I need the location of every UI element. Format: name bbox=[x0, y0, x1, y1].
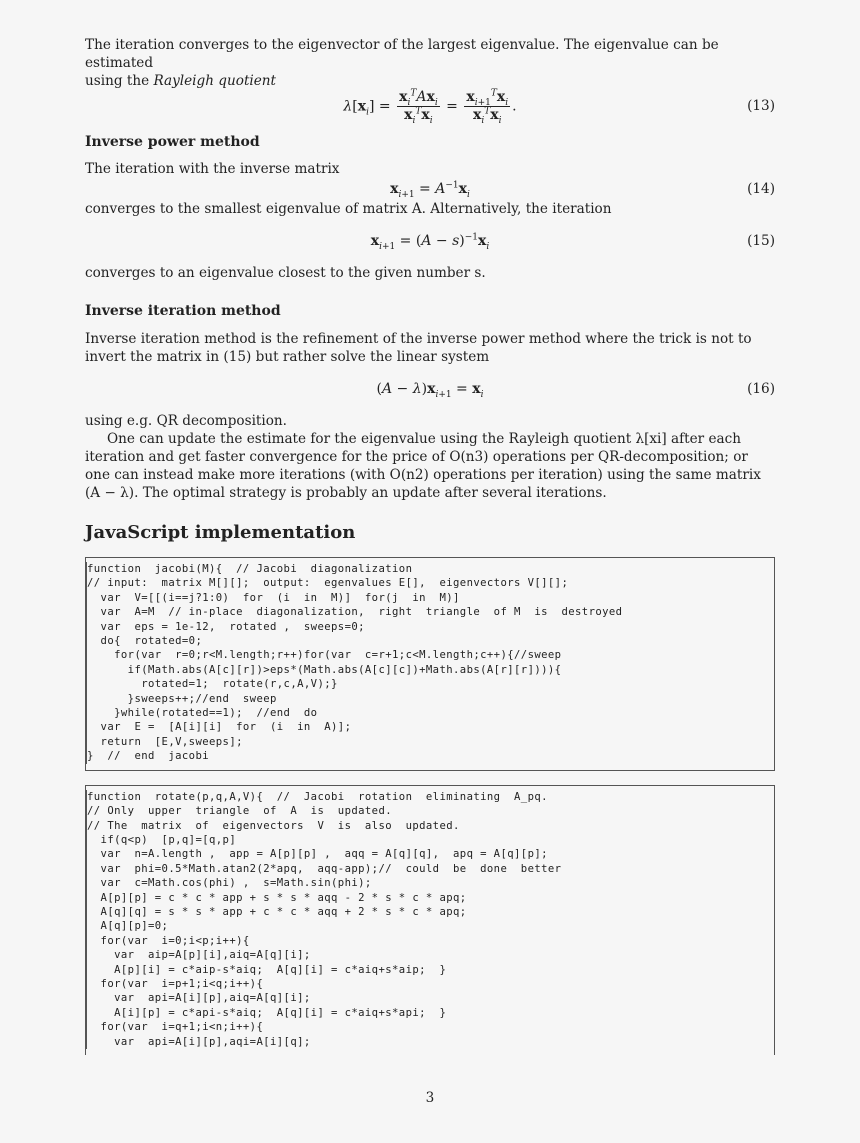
equation-13: $\lambda[x_i]$ = $\frac{x_i^TAx_i}{x_i^Tx_i}$ = $\frac{x_{i+1}^Tx_i}{x_i^Tx_i}$ . (13) bbox=[343, 87, 775, 126]
code-line: var api=A[i][p],aqi=A[i][q]; bbox=[86, 1035, 768, 1049]
code-line: return [E,V,sweeps]; bbox=[86, 735, 768, 749]
code-line: A[q][p]=0; bbox=[86, 919, 768, 933]
inverse-iteration-text-1: Inverse iteration method is the refinement of the inverse power method where the trick is not to invert the matrix in (15) but rather solve the linear system bbox=[85, 331, 752, 365]
equation-number: (13) bbox=[747, 98, 775, 114]
code-line: // The matrix of eigenvectors V is also updated. bbox=[86, 819, 768, 833]
code-line: for(var i=q+1;i<n;i++){ bbox=[86, 1020, 768, 1034]
code-line: for(var r=0;r<M.length;r++)for(var c=r+1;c<M.length;c++){//sweep bbox=[86, 648, 768, 662]
page-number: 3 bbox=[425, 1090, 435, 1106]
code-line: A[q][q] = s * s * app + c * c * aqq + 2 * s * c * apq; bbox=[86, 905, 768, 919]
code-line: var A=M // in-place diagonalization, right triangle of M is destroyed bbox=[86, 605, 768, 619]
equation-14: $x_{i+1} = A^{-1}x_i$ (14) bbox=[390, 180, 775, 200]
inverse-iteration-text-3: One can update the estimate for the eigenvalue using the Rayleigh quotient λ[xi] after each iteration and get faster convergence for the price of O(n3) operations per QR-decomposition; or one can instead make more iterations (with O(n2) operations per iteration) using the same matrix (A − λ). The optimal strategy is probably an update after several iterations. bbox=[85, 431, 761, 501]
code-line: var api=A[i][p],aiq=A[q][i]; bbox=[86, 991, 768, 1005]
code-line: function jacobi(M){ // Jacobi diagonalization bbox=[86, 562, 768, 576]
equation-16: $(A - \lambda)x_{i+1} = x_i$ (16) bbox=[376, 381, 775, 400]
intro-line-1: The iteration converges to the eigenvector of the largest eigenvalue. The eigenvalue can be estimated bbox=[85, 37, 719, 71]
js-implementation-heading: JavaScript implementation bbox=[85, 522, 356, 543]
inverse-power-text-3: converges to an eigenvalue closest to the given number s. bbox=[85, 265, 486, 281]
code-line: function rotate(p,q,A,V){ // Jacobi rotation eliminating A_pq. bbox=[86, 790, 768, 804]
code-line: var n=A.length , app = A[p][p] , aqq = A[q][q], apq = A[q][p]; bbox=[86, 847, 768, 861]
code-line: A[p][p] = c * c * app + s * s * aqq - 2 * s * c * apq; bbox=[86, 891, 768, 905]
code-line: A[i][p] = c*api-s*aiq; A[q][i] = c*aiq+s*api; } bbox=[86, 1006, 768, 1020]
code-line: do{ rotated=0; bbox=[86, 634, 768, 648]
intro-line-2-prefix: using the bbox=[85, 73, 150, 89]
equation-number: (15) bbox=[747, 233, 775, 249]
code-line: } // end jacobi bbox=[86, 749, 768, 763]
code-line: var aip=A[p][i],aiq=A[q][i]; bbox=[86, 948, 768, 962]
code-line: // input: matrix M[][]; output: egenvalues E[], eigenvectors V[][]; bbox=[86, 576, 768, 590]
equation-15: $x_{i+1} = (A - s)^{-1}x_i$ (15) bbox=[370, 232, 775, 252]
inverse-power-text-1: The iteration with the inverse matrix bbox=[85, 161, 340, 177]
code-line: A[p][i] = c*aip-s*aiq; A[q][i] = c*aiq+s*aip; } bbox=[86, 963, 768, 977]
equation-number: (14) bbox=[747, 181, 775, 197]
code-line: var V=[[(i==j?1:0) for (i in M)] for(j in M)] bbox=[86, 591, 768, 605]
code-line: var eps = 1e-12, rotated , sweeps=0; bbox=[86, 620, 768, 634]
code-line: }sweeps++;//end sweep bbox=[86, 692, 768, 706]
inverse-iteration-heading: Inverse iteration method bbox=[85, 303, 281, 319]
code-line: var c=Math.cos(phi) , s=Math.sin(phi); bbox=[86, 876, 768, 890]
code-line: rotated=1; rotate(r,c,A,V);} bbox=[86, 677, 768, 691]
code-line: for(var i=0;i<p;i++){ bbox=[86, 934, 768, 948]
code-line: if(q<p) [p,q]=[q,p] bbox=[86, 833, 768, 847]
inverse-power-text-2: converges to the smallest eigenvalue of matrix A. Alternatively, the iteration bbox=[85, 201, 612, 217]
code-line: var E = [A[i][i] for (i in A)]; bbox=[86, 720, 768, 734]
equation-number: (16) bbox=[747, 381, 775, 397]
code-listing-rotate bbox=[85, 785, 775, 1055]
code-line: var phi=0.5*Math.atan2(2*apq, aqq-app);// could be done better bbox=[86, 862, 768, 876]
page-body bbox=[85, 36, 775, 1055]
code-line: for(var i=p+1;i<q;i++){ bbox=[86, 977, 768, 991]
code-line: if(Math.abs(A[c][r])>eps*(Math.abs(A[c][c])+Math.abs(A[r][r]))){ bbox=[86, 663, 768, 677]
code-line: }while(rotated==1); //end do bbox=[86, 706, 768, 720]
code-line: // Only upper triangle of A is updated. bbox=[86, 804, 768, 818]
code-listing-jacobi bbox=[85, 557, 775, 771]
inverse-power-heading: Inverse power method bbox=[85, 134, 260, 150]
rayleigh-quotient-term: Rayleigh quotient bbox=[153, 73, 277, 89]
inverse-iteration-text-2: using e.g. QR decomposition. bbox=[85, 413, 287, 429]
